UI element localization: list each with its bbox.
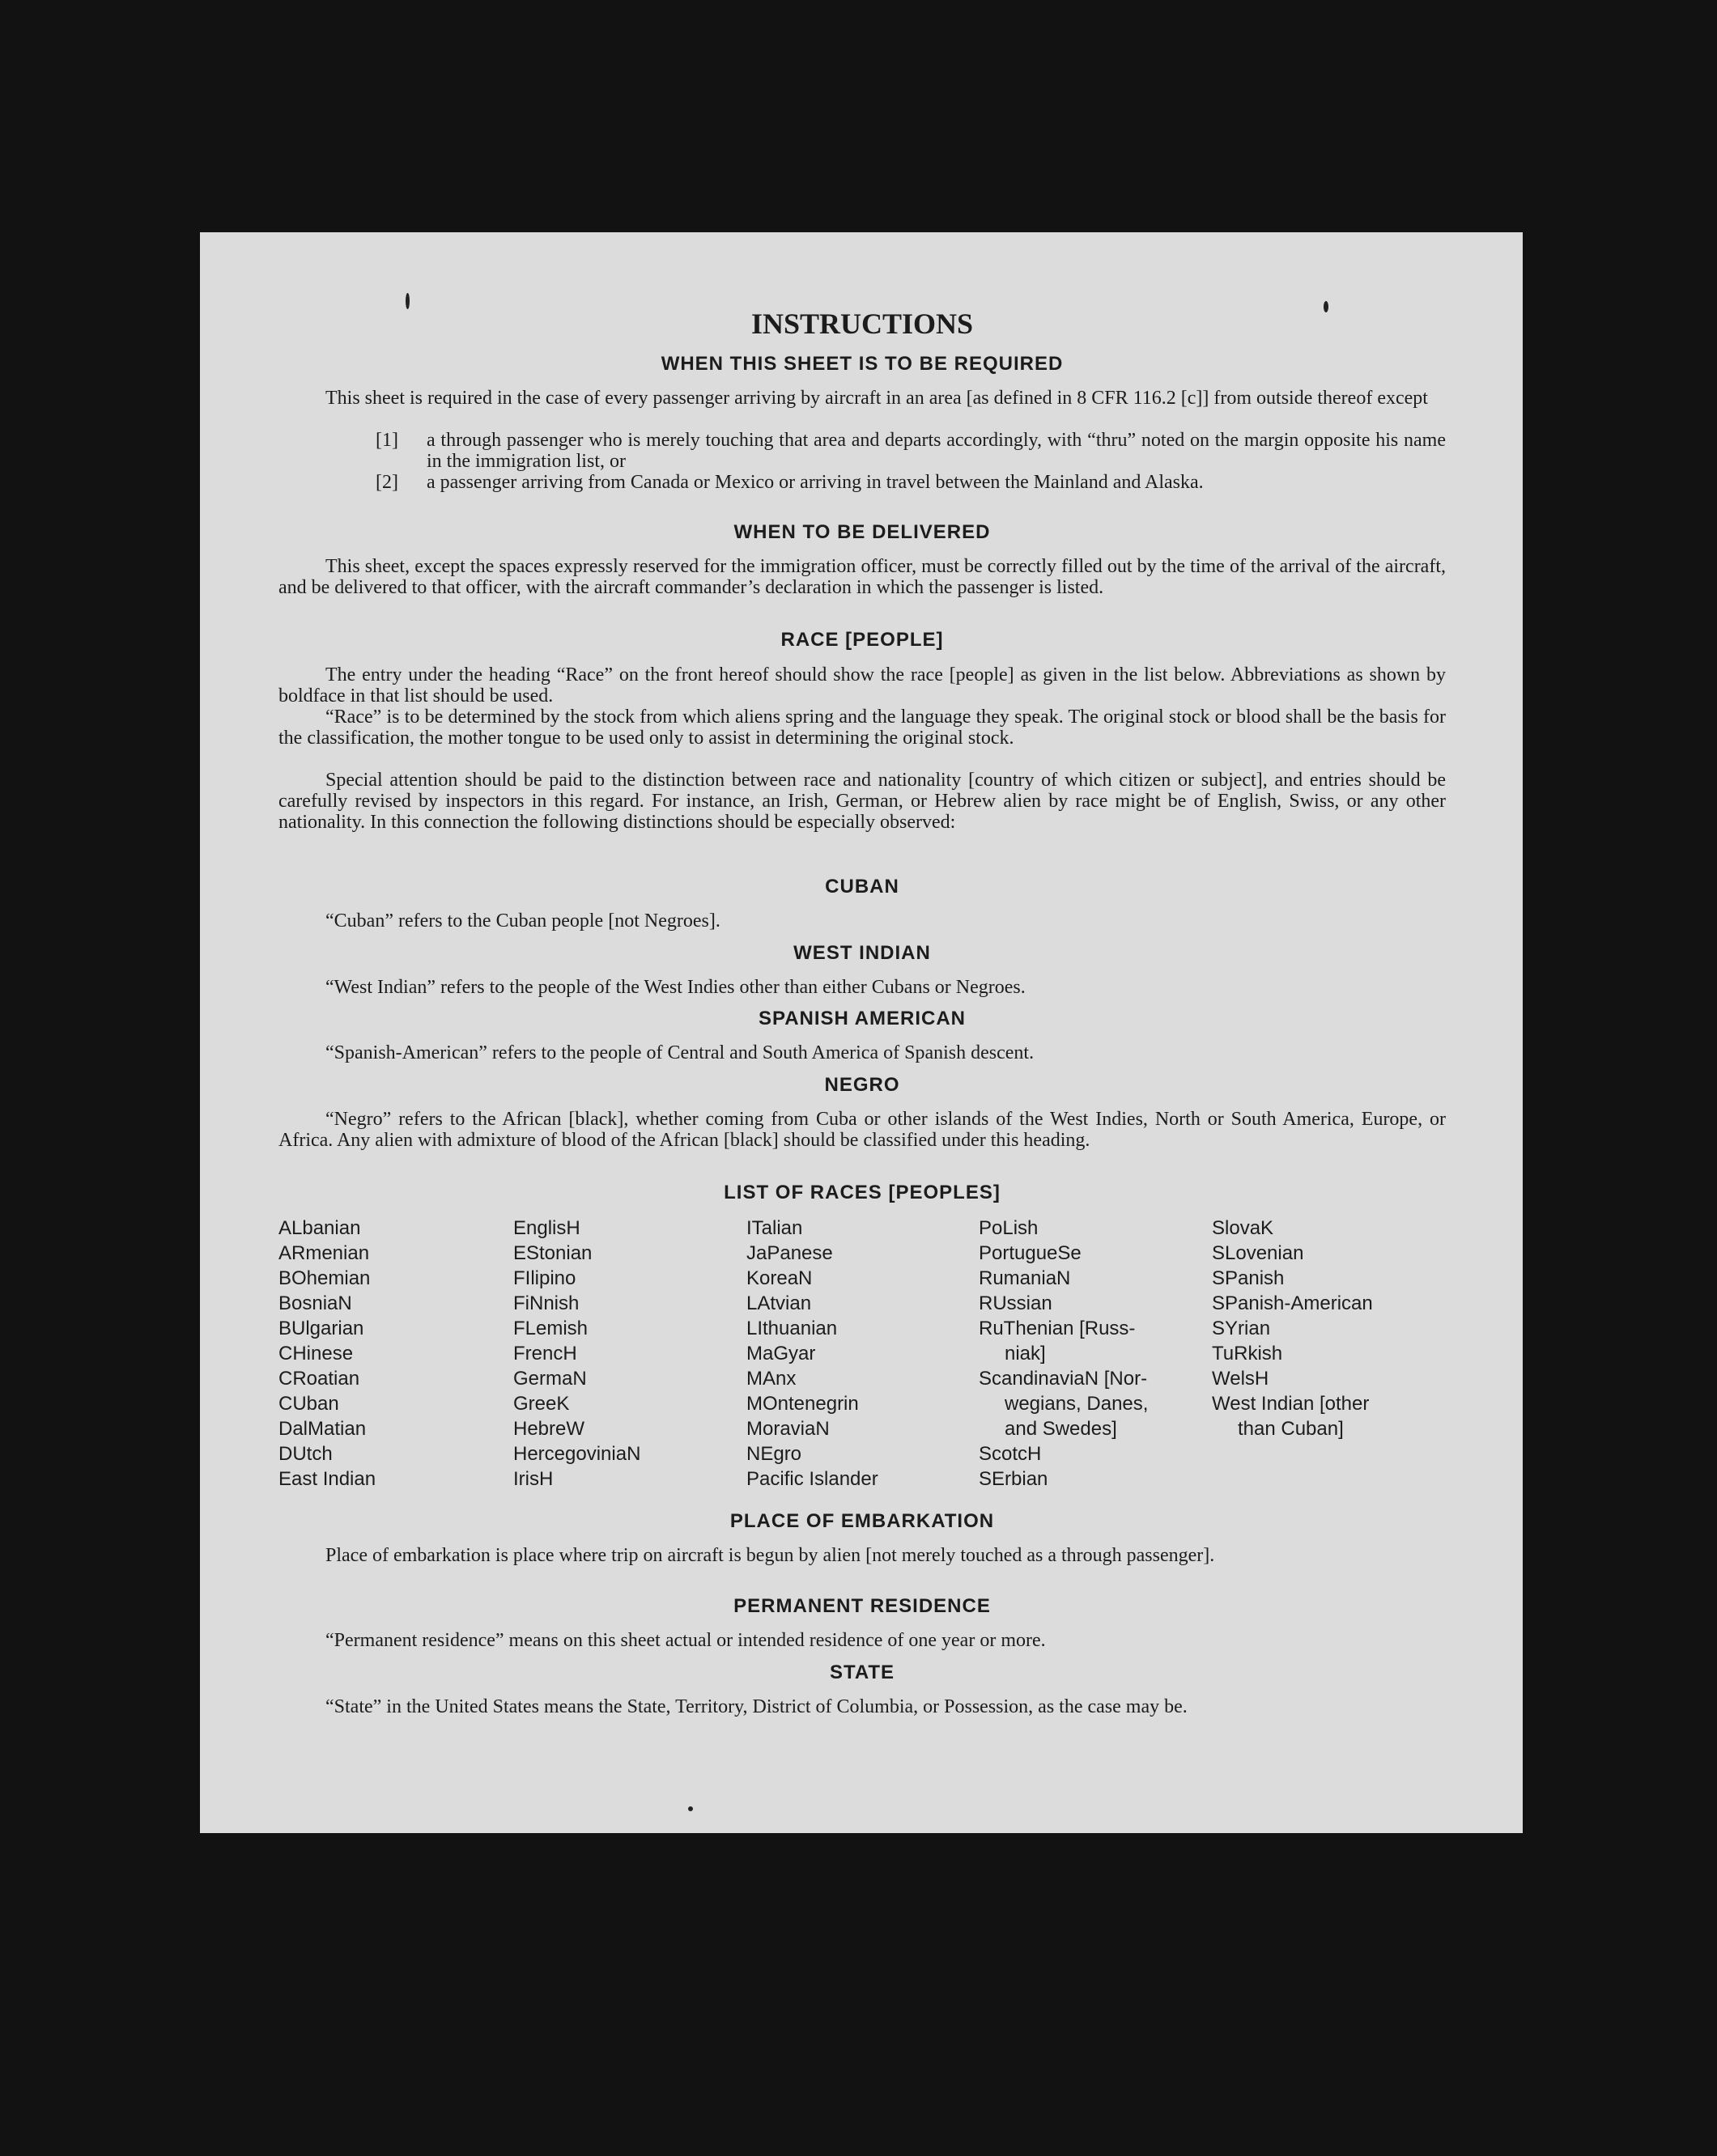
heading-negro: NEGRO <box>824 1074 900 1096</box>
race-list-item: KoreaN <box>746 1267 813 1289</box>
race-list-column-4 <box>979 1216 1148 1492</box>
race-list-item: PortugueSe <box>979 1242 1082 1264</box>
race-list-item: East Indian <box>278 1468 376 1490</box>
race-list-item: WelsH <box>1212 1368 1269 1390</box>
required-item-1-number: [1] <box>376 430 398 451</box>
race-list-item: SYrian <box>1212 1318 1271 1339</box>
race-list-item: EStonian <box>513 1242 593 1264</box>
race-list-item: SErbian <box>979 1468 1048 1490</box>
heading-required: WHEN THIS SHEET IS TO BE REQUIRED <box>661 353 1064 375</box>
race-list-column-5 <box>1212 1216 1373 1441</box>
race-paragraph-3: Special attention should be paid to the distinction between race and nationality [country of which citizen or subject], and entries should be carefully revised by inspectors in this regard. For instance, an Irish, German, or Hebrew alien by race might be of English, Swiss, or any other nationality. In this connection the following distinctions should be especially observed: <box>278 770 1446 833</box>
race-list-item: HercegoviniaN <box>513 1443 641 1465</box>
race-list-item: ScotcH <box>979 1443 1042 1465</box>
race-paragraph-2: “Race” is to be determined by the stock from which aliens spring and the language they speak. The original stock or blood shall be the basis for the classification, the mother tongue to be used only to assist in determining the original stock. <box>278 707 1446 749</box>
race-list-item: GermaN <box>513 1368 587 1390</box>
race-list-item: CHinese <box>278 1343 354 1364</box>
race-list-item: LIthuanian <box>746 1318 838 1339</box>
race-list-item: FiNnish <box>513 1292 580 1314</box>
heading-residence: PERMANENT RESIDENCE <box>733 1595 991 1617</box>
race-list-item: MOntenegrin <box>746 1393 859 1415</box>
race-list-item: ALbanian <box>278 1217 361 1239</box>
west-indian-text: “West Indian” refers to the people of the West Indies other than either Cubans or Negroes. <box>325 977 1026 998</box>
race-list-item: NEgro <box>746 1443 802 1465</box>
race-list-item: DalMatian <box>278 1418 367 1440</box>
required-intro: This sheet is required in the case of every passenger arriving by aircraft in an area [as defined in 8 CFR 116.2 [c]] from outside thereof except <box>325 388 1428 409</box>
race-list-item: and Swedes] <box>1005 1418 1117 1440</box>
delivered-text: This sheet, except the spaces expressly reserved for the immigration officer, must be correctly filled out by the time of the arrival of the aircraft, and be delivered to that officer, with the aircraft commander’s declaration in which the passenger is listed. <box>278 556 1446 598</box>
required-item-2-number: [2] <box>376 472 398 493</box>
race-list-item: PoLish <box>979 1217 1039 1239</box>
heading-west-indian: WEST INDIAN <box>793 942 931 964</box>
race-list-item: ITalian <box>746 1217 803 1239</box>
race-list-item: MaGyar <box>746 1343 816 1364</box>
race-list-item: ScandinaviaN [Nor- <box>979 1368 1148 1390</box>
heading-list-of-races: LIST OF RACES [PEOPLES] <box>724 1182 1001 1203</box>
required-item-1-text: a through passenger who is merely touching that area and departs accordingly, with “thru” noted on the margin opposite his name in the immigration list, or <box>427 430 1446 472</box>
heading-embarkation: PLACE OF EMBARKATION <box>729 1510 995 1532</box>
race-list-item: DUtch <box>278 1443 333 1465</box>
race-list-item: CRoatian <box>278 1368 360 1390</box>
race-list-item: FLemish <box>513 1318 589 1339</box>
race-list-item: FrencH <box>513 1343 577 1364</box>
race-list-item: JaPanese <box>746 1242 833 1264</box>
negro-text: “Negro” refers to the African [black], whether coming from Cuba or other islands of the West Indies, North or South America, Europe, or Africa. Any alien with admixture of blood of the African [black] should be classified under this heading. <box>278 1109 1446 1151</box>
required-item-1 <box>376 430 1446 472</box>
heading-delivered: WHEN TO BE DELIVERED <box>733 521 991 543</box>
race-list-item: CUban <box>278 1393 339 1415</box>
speck-mark <box>688 1806 693 1811</box>
race-list-column-1 <box>278 1216 376 1492</box>
heading-cuban: CUBAN <box>825 876 899 898</box>
race-list-item: SPanish-American <box>1212 1292 1373 1314</box>
race-list-item: TuRkish <box>1212 1343 1283 1364</box>
race-list-item: EnglisH <box>513 1217 580 1239</box>
required-item-2-text: a passenger arriving from Canada or Mexico or arriving in travel between the Mainland and Alaska. <box>427 472 1204 493</box>
race-list-item: FIlipino <box>513 1267 576 1289</box>
race-list-item: BOhemian <box>278 1267 371 1289</box>
heading-race: RACE [PEOPLE] <box>780 629 944 651</box>
race-list-item: GreeK <box>513 1393 570 1415</box>
race-list-item: BosniaN <box>278 1292 352 1314</box>
race-list-item: RUssian <box>979 1292 1052 1314</box>
embarkation-text: Place of embarkation is place where trip on aircraft is begun by alien [not merely touched as a through passenger]. <box>325 1545 1215 1566</box>
race-list-item: West Indian [other <box>1212 1393 1370 1415</box>
race-list-item: than Cuban] <box>1238 1418 1344 1440</box>
race-list-item: MAnx <box>746 1368 797 1390</box>
race-list-column-2 <box>513 1216 640 1492</box>
race-list-item: wegians, Danes, <box>1005 1393 1149 1415</box>
heading-spanish-american: SPANISH AMERICAN <box>758 1008 966 1029</box>
race-list-item: niak] <box>1005 1343 1046 1364</box>
race-list-item: LAtvian <box>746 1292 812 1314</box>
spanish-american-text: “Spanish-American” refers to the people of Central and South America of Spanish descent. <box>325 1042 1035 1063</box>
race-list-item: BUlgarian <box>278 1318 364 1339</box>
race-list-item: ARmenian <box>278 1242 370 1264</box>
race-list-item: RumaniaN <box>979 1267 1071 1289</box>
race-list-item: MoraviaN <box>746 1418 830 1440</box>
document-page <box>200 232 1523 1833</box>
page-title: INSTRUCTIONS <box>750 308 974 340</box>
race-list-item: SPanish <box>1212 1267 1285 1289</box>
heading-state: STATE <box>829 1662 895 1683</box>
race-paragraph-1: The entry under the heading “Race” on the front hereof should show the race [people] as given in the list below. Abbreviations as shown by boldface in that list should be used. <box>278 664 1446 707</box>
race-list-item: RuThenian [Russ- <box>979 1318 1136 1339</box>
required-item-2 <box>376 472 1446 493</box>
race-list-item: HebreW <box>513 1418 585 1440</box>
race-list-item: IrisH <box>513 1468 554 1490</box>
race-list-item: SLovenian <box>1212 1242 1304 1264</box>
state-text: “State” in the United States means the State, Territory, District of Columbia, or Possession, as the case may be. <box>325 1696 1188 1717</box>
cuban-text: “Cuban” refers to the Cuban people [not Negroes]. <box>325 910 720 932</box>
race-list-column-3 <box>746 1216 878 1492</box>
race-list-item: SlovaK <box>1212 1217 1274 1239</box>
race-list-item: Pacific Islander <box>746 1468 878 1490</box>
residence-text: “Permanent residence” means on this sheet actual or intended residence of one year or more. <box>325 1630 1046 1651</box>
